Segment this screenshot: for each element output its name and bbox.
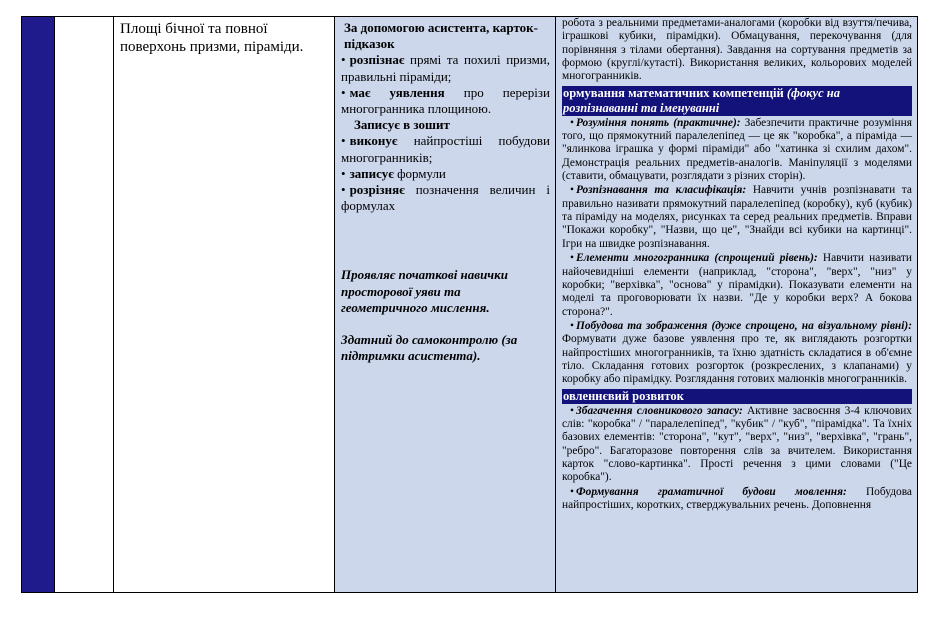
content-cell [556,17,918,593]
bullet-icon: • [570,485,574,498]
content-item: • Розпізнавання та класифікація: Навчити учнів розпізнавати та правильно називати прямокутний паралелепіпед (коробку), куб (кубик) та піраміду на моделях, рисунках та серед реальних предметів. Вправи "Покажи коробку", "Назви, що це", "Знайди всі кубики на картинці". Ігри на швидке розпізнавання. [562,184,912,250]
bullet-icon: • [341,182,346,198]
lesson-plan-table [21,16,918,593]
bullet-icon: • [570,184,574,197]
topic-cell [114,17,335,593]
spacer [341,214,550,267]
bullet-icon: • [570,252,574,265]
content-item: • Побудова та зображення (дуже спрощено, на візуальному рівні): Формувати дуже базове уявлення про те, як виглядають розгортки найпростіших многогранників, та їхню здатність складатися в об'ємне тіло. Складання готових розгорток (розкреслених, з клапанами) у коробку або пірамідку. Розглядання готових малюнків многогранників. [562,319,912,386]
bullet-icon: • [570,319,574,332]
table-row [22,17,918,593]
bullet-icon: • [570,404,574,417]
bullet-icon: • [341,84,346,100]
skill-item: • має уявлення про перерізи многогранника площиною. [341,84,550,117]
content-intro: робота з реальними предметами-аналогами (коробки від взуття/печива, іграшкові кубики, пірамідки). Обмацування, перекочування (для порівняння з тілами обертання). Завдання на сортування предметів за формою (круглі/кутасті). Використання великих, кольорових моделей многогранників. [562,17,912,83]
bullet-icon: • [341,52,346,68]
empty-cell [55,17,114,593]
section-heading-bar: ормування математичних компетенцій (фокус на розпізнаванні та іменуванні [562,86,912,116]
topic-text: Площі бічної та повної поверхонь призми, піраміди. [120,21,304,55]
section-heading-bar: овленнєвий розвиток [562,389,912,404]
skills-heading: За допомогою асистента, карток-підказок [344,20,538,52]
content-item: • Розуміння понять (практичне): Забезпечити практичне розуміння того, що прямокутний паралелепіпед — це як "коробка", а піраміда — "ялинкова іграшка у формі піраміди" або "хатинка зі схилим дахом". Демонстрація реальних предметів-аналогів. Маніпуляції з моделями (ставити, обмацувати, розглядати з різних сторін). [562,116,912,183]
content-item: • Елементи многогранника (спрощений рівень): Навчити називати найочевидніші елементи (наприклад, "сторона", "верх", "низ" у коробки; "верхівка", "основа" у пірамідки). Показувати елементи на моделі та проговорювати їх назви. "Де у коробки верх? А бокова сторона?". [562,252,912,318]
skill-item: • виконує найпростіші побудови многогранників; [341,133,550,165]
content-item: • Формування граматичної будови мовлення: Побудова найпростіших, коротких, стверджувальних речень. Доповнення [562,485,912,511]
skills-italic-note: Здатний до самоконтролю (за підтримки асистента). [341,332,518,364]
write-heading: Записує в зошит [354,117,450,133]
bullet-icon: • [570,116,574,129]
skill-item: • записує формули [341,165,446,181]
expected-results-cell [335,17,556,593]
bullet-icon: • [341,133,346,149]
skills-italic-note: Проявляє початкові навички просторової уяви та геометричного мислення. [341,267,508,315]
content-item: • Збагачення словникового запасу: Активне засвоєння 3-4 ключових слів: "коробка" / "паралелепіпед", "кубик" / "куб", "пірамідка". Та їхніх базових елементів: "сторона", "кут", "верх", "низ", "верхівка", "грань", "ребро". Багаторазове повторення слів за вчителем. Використання карток "слово-картинка". Прості речення з цими словами ("Це коробка"). [562,404,912,484]
skill-item: • розпізнає прямі та похилі призми, правильні піраміди; [341,52,550,84]
skill-item: • розрізняє позначення величин і формулах [341,182,550,214]
bullet-icon: • [341,165,346,181]
decorative-stripe-column [22,17,55,593]
